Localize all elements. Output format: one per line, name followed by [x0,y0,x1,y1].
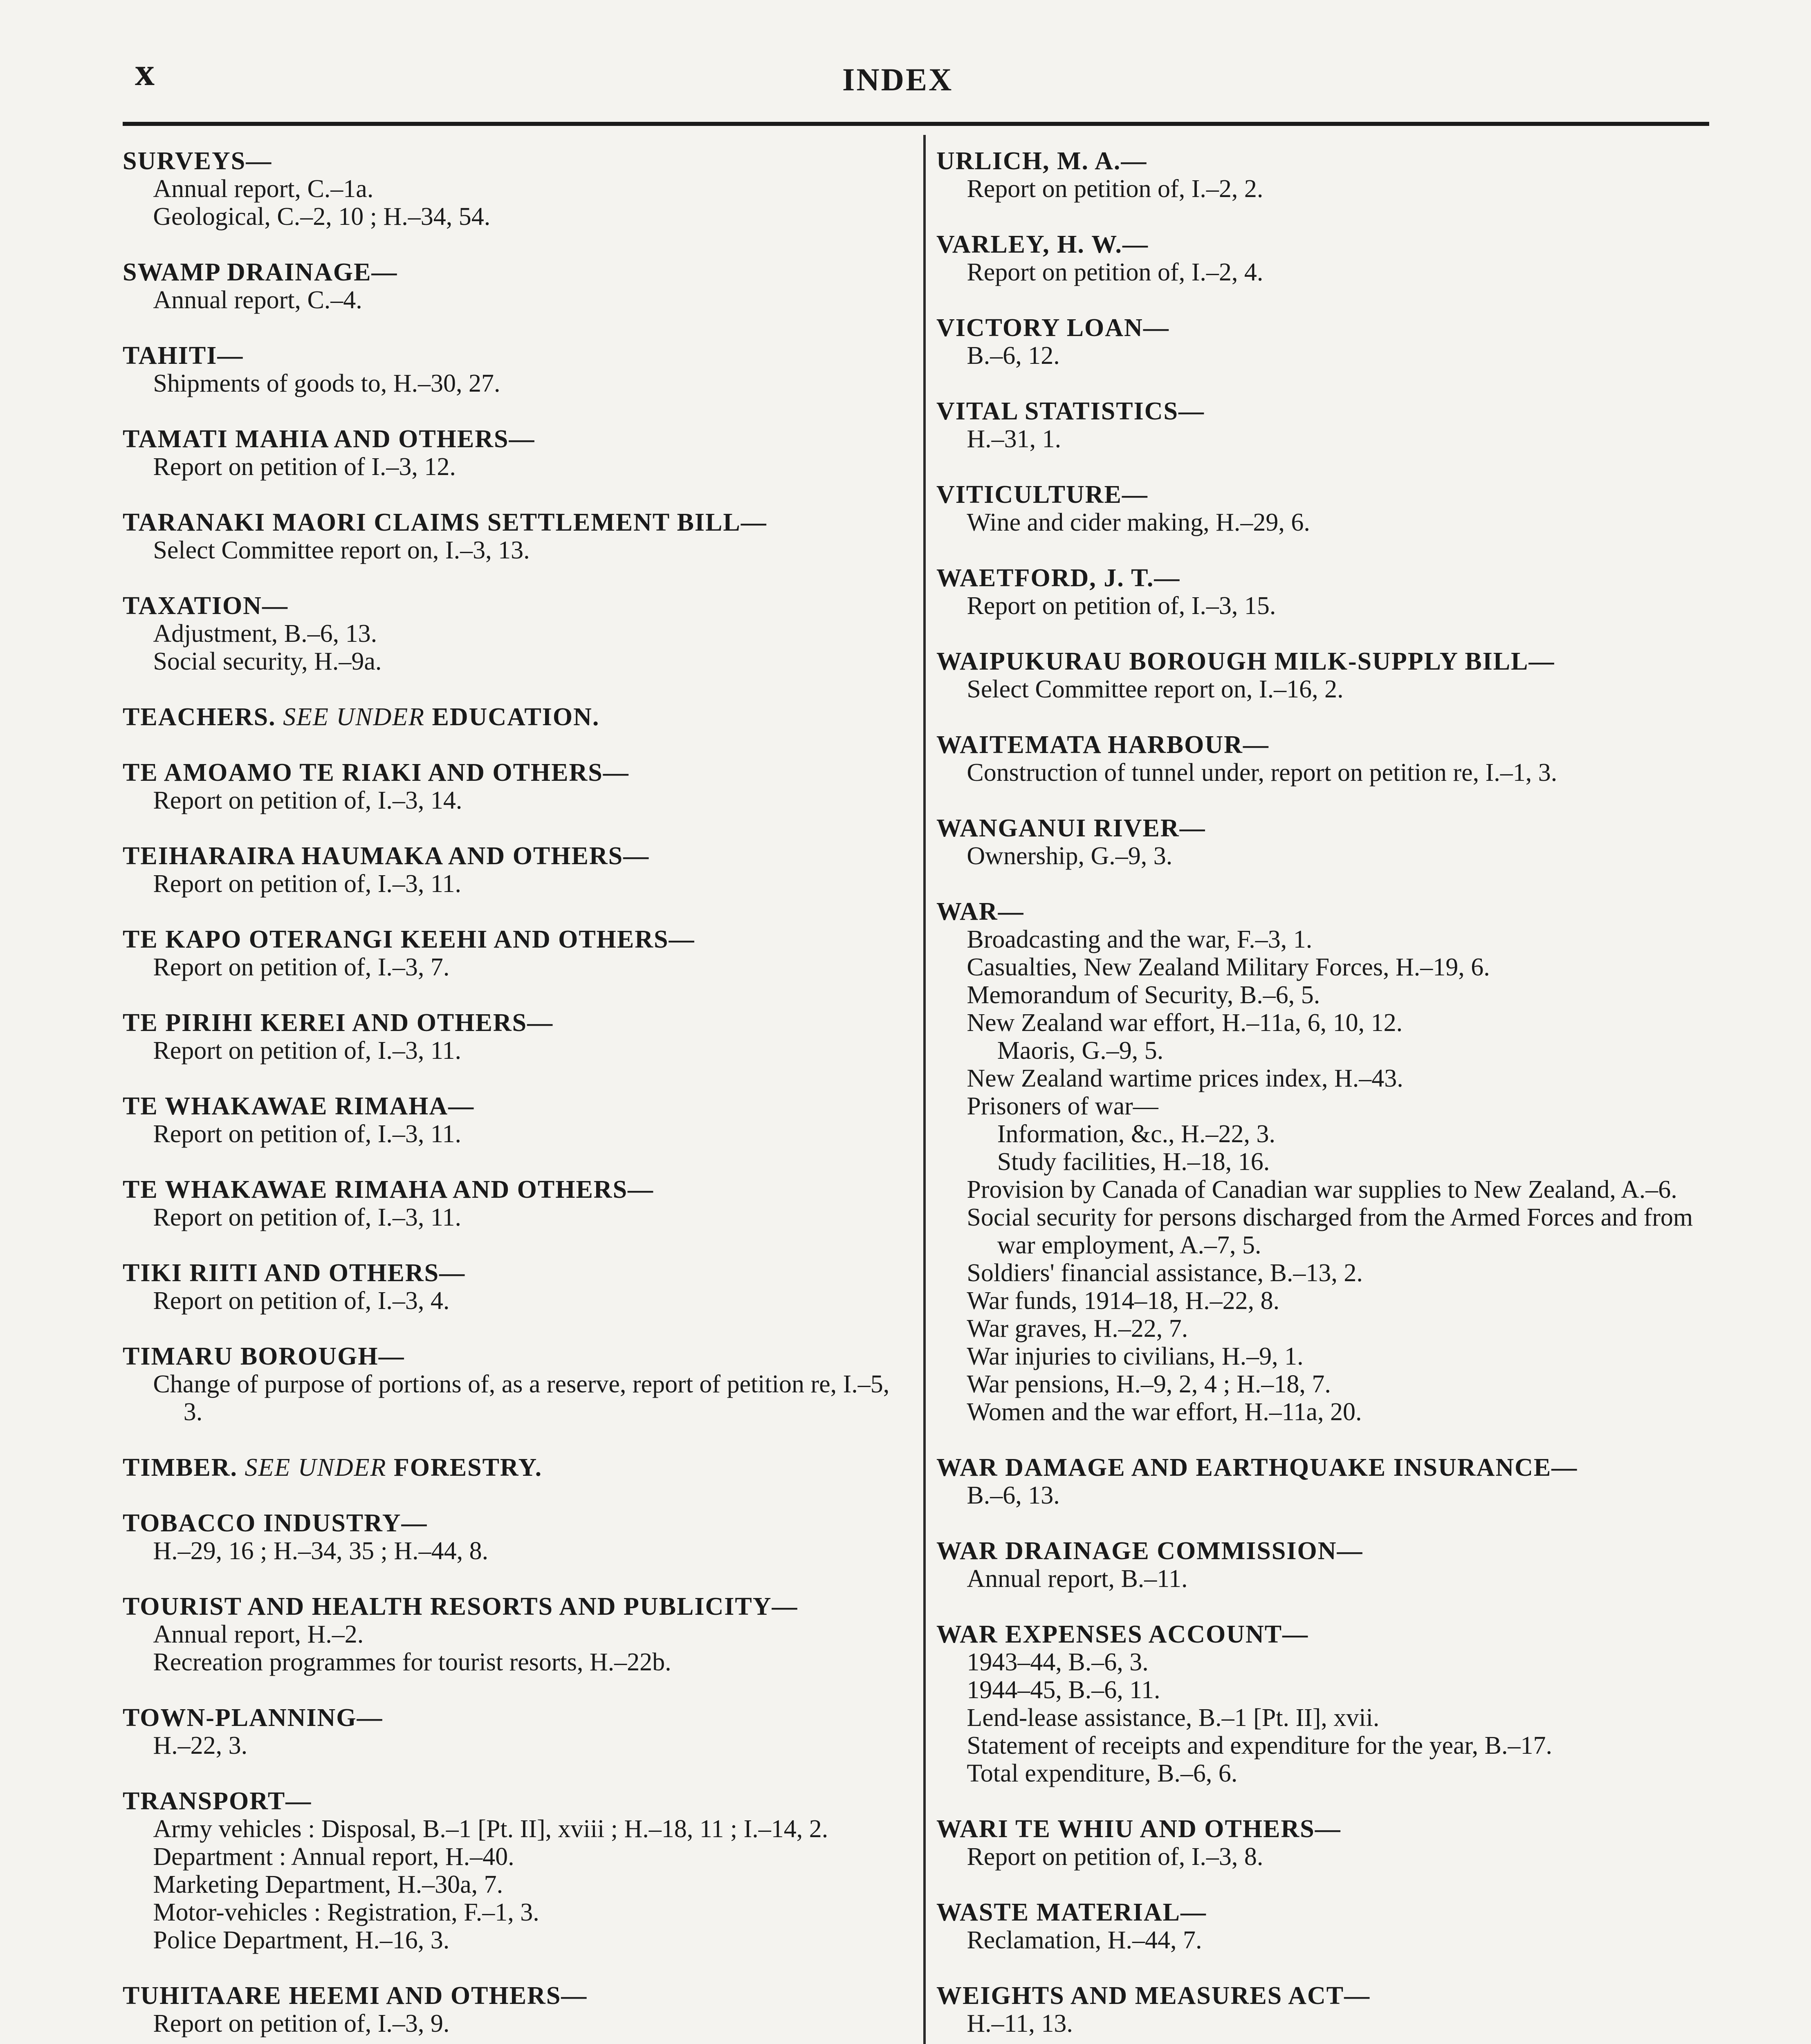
index-entry [123,342,908,397]
entry-heading-text: TE AMOAMO TE RIAKI AND OTHERS— [123,759,629,787]
entry-heading-text: WAR DRAINAGE COMMISSION— [936,1537,1363,1565]
entry-heading-text: TOBACCO INDUSTRY— [123,1509,428,1537]
entry-heading [123,1509,908,1537]
index-entry [123,703,908,731]
entry-heading-text: TAHITI— [123,342,244,370]
entry-subitem: Report on petition of, I.–3, 9. [153,2010,450,2037]
entry-subitem: Adjustment, B.–6, 13. [153,620,377,648]
entry-subitem: Report on petition of, I.–3, 14. [153,787,462,814]
entry-heading-text: WASTE MATERIAL— [936,1898,1207,1926]
entry-heading [123,509,908,536]
entry-heading-text: WANGANUI RIVER— [936,814,1206,842]
index-entry [936,648,1721,703]
see-under-target: EDUCATION. [432,703,600,731]
entry-heading [123,342,908,370]
entry-heading [123,258,908,286]
entry-subitem: Social security, H.–9a. [153,648,382,675]
entry-subitem: Recreation programmes for tourist resorts, H.–22b. [153,1648,671,1676]
entry-heading-text: VITAL STATISTICS— [936,397,1205,425]
entry-subitem: Social security for persons discharged from the Armed Forces and from war employment, A.–7, 5. [967,1204,1693,1259]
index-entry [123,509,908,564]
see-under-label: SEE UNDER [283,703,425,731]
entry-heading [936,481,1721,509]
entry-heading-text: TE WHAKAWAE RIMAHA AND OTHERS— [123,1176,654,1204]
entry-heading-text: TE WHAKAWAE RIMAHA— [123,1092,475,1120]
entry-heading-text: WAR— [936,898,1024,926]
index-entry [123,1593,908,1676]
entry-heading [123,759,908,787]
see-under-label: SEE UNDER [245,1454,387,1481]
index-entry [123,1259,908,1315]
entry-subitem: Reclamation, H.–44, 7. [967,1926,1202,1954]
index-entry [936,481,1721,536]
entry-heading-text: SURVEYS— [123,147,272,175]
column-divider [923,135,926,2044]
entry-subitem: Report on petition of, I.–3, 4. [153,1287,450,1315]
index-entry [936,898,1721,1426]
entry-heading [936,814,1721,842]
entry-heading [123,1176,908,1204]
entry-heading [123,1704,908,1732]
index-column-left [123,147,908,2044]
index-entry [123,592,908,675]
entry-subitem: Change of purpose of portions of, as a reserve, report of petition re, I.–5, 3. [153,1370,890,1426]
entry-heading [123,592,908,620]
index-entry [123,1454,908,1481]
index-entry [936,564,1721,620]
entry-heading-text: VICTORY LOAN— [936,314,1169,342]
entry-subitem: Report on petition of, I.–3, 7. [153,953,450,981]
entry-subitem: Army vehicles : Disposal, B.–1 [Pt. II], xviii ; H.–18, 11 ; I.–14, 2. [153,1815,828,1843]
entry-subitem: Annual report, H.–2. [153,1620,364,1648]
entry-subitem: Soldiers' financial assistance, B.–13, 2. [967,1259,1363,1287]
header-rule [123,122,1709,126]
index-entry [123,425,908,481]
entry-heading-text: TIKI RIITI AND OTHERS— [123,1259,466,1287]
index-entry [123,759,908,814]
entry-subitem: War injuries to civilians, H.–9, 1. [967,1342,1304,1370]
entry-heading [123,1342,908,1370]
entry-subitem: Motor-vehicles : Registration, F.–1, 3. [153,1898,539,1926]
entry-subitem: Memorandum of Security, B.–6, 5. [967,981,1320,1009]
entry-heading [123,1982,908,2010]
index-entry [936,1454,1721,1509]
entry-subitem: Wine and cider making, H.–29, 6. [967,509,1310,536]
entry-subitem: Maoris, G.–9, 5. [997,1037,1164,1065]
index-entry [123,1342,908,1426]
entry-heading [123,1454,908,1481]
index-entry [936,1898,1721,1954]
entry-heading [936,314,1721,342]
page-number: x [135,50,155,94]
entry-heading [936,648,1721,675]
entry-heading [123,147,908,175]
entry-subitem: Construction of tunnel under, report on petition re, I.–1, 3. [967,759,1557,787]
entry-subitem: Report on petition of I.–3, 12. [153,453,456,481]
index-entry [936,231,1721,286]
entry-subitem: Police Department, H.–16, 3. [153,1926,450,1954]
entry-heading [123,1259,908,1287]
entry-heading [936,1620,1721,1648]
entry-subitem: Select Committee report on, I.–16, 2. [967,675,1344,703]
entry-subitem: Annual report, C.–4. [153,286,362,314]
entry-heading-text: VITICULTURE— [936,481,1148,509]
entry-subitem: Select Committee report on, I.–3, 13. [153,536,530,564]
index-entry [936,1620,1721,1787]
index-entry [123,926,908,981]
entry-heading-text: WEIGHTS AND MEASURES ACT— [936,1982,1371,2010]
entry-heading [123,842,908,870]
entry-heading-text: TAMATI MAHIA AND OTHERS— [123,425,535,453]
entry-subitem: Report on petition of, I.–3, 11. [153,1120,462,1148]
entry-heading [123,1787,908,1815]
index-entry [123,842,908,898]
index-entry [123,1009,908,1065]
entry-subitem: B.–6, 13. [967,1481,1060,1509]
entry-heading [936,231,1721,258]
entry-subitem: Provision by Canada of Canadian war supplies to New Zealand, A.–6. [967,1176,1677,1204]
entry-subitem: Report on petition of, I.–2, 2. [967,175,1263,203]
index-entry [936,731,1721,787]
entry-heading [936,731,1721,759]
entry-subitem: Report on petition of, I.–3, 11. [153,870,462,898]
entry-subitem: Ownership, G.–9, 3. [967,842,1173,870]
entry-subitem: New Zealand wartime prices index, H.–43. [967,1065,1403,1092]
entry-heading-text: TIMBER. [123,1454,238,1481]
entry-heading [936,898,1721,926]
entry-subitem: Lend-lease assistance, B.–1 [Pt. II], xvii. [967,1704,1380,1732]
entry-heading-text: TE PIRIHI KEREI AND OTHERS— [123,1009,554,1037]
index-entry [123,1176,908,1231]
entry-heading [936,397,1721,425]
entry-subitem: 1944–45, B.–6, 11. [967,1676,1160,1704]
entry-subitem: Total expenditure, B.–6, 6. [967,1759,1238,1787]
entry-subitem: Prisoners of war— [967,1092,1158,1120]
entry-heading [936,1982,1721,2010]
entry-subitem: Broadcasting and the war, F.–3, 1. [967,926,1313,953]
entry-subitem: Women and the war effort, H.–11a, 20. [967,1398,1362,1426]
entry-subitem: Annual report, B.–11. [967,1565,1188,1593]
entry-subitem: 1943–44, B.–6, 3. [967,1648,1149,1676]
entry-subitem: Report on petition of, I.–3, 8. [967,1843,1263,1871]
index-entry [123,1982,908,2037]
entry-heading-text: WAETFORD, J. T.— [936,564,1180,592]
index-entry [936,814,1721,870]
entry-heading-text: TEIHARAIRA HAUMAKA AND OTHERS— [123,842,650,870]
entry-heading [936,147,1721,175]
index-entry [936,1537,1721,1593]
entry-subitem: H.–22, 3. [153,1732,248,1759]
entry-heading [123,1009,908,1037]
entry-subitem: H.–29, 16 ; H.–34, 35 ; H.–44, 8. [153,1537,489,1565]
entry-heading-text: TEACHERS. [123,703,276,731]
entry-heading-text: WAITEMATA HARBOUR— [936,731,1269,759]
entry-heading-text: WARI TE WHIU AND OTHERS— [936,1815,1341,1843]
entry-subitem: Study facilities, H.–18, 16. [997,1148,1270,1176]
index-entry [936,1815,1721,1871]
entry-heading-text: URLICH, M. A.— [936,147,1147,175]
entry-subitem: Report on petition of, I.–3, 15. [967,592,1276,620]
index-column-right [936,147,1721,2044]
index-entry [123,1509,908,1565]
entry-heading-text: TE KAPO OTERANGI KEEHI AND OTHERS— [123,926,695,953]
entry-subitem: Marketing Department, H.–30a, 7. [153,1871,503,1898]
entry-heading-text: SWAMP DRAINAGE— [123,258,398,286]
see-under-target: FORESTRY. [393,1454,543,1481]
entry-heading [123,425,908,453]
index-entry [123,258,908,314]
entry-heading-text: TARANAKI MAORI CLAIMS SETTLEMENT BILL— [123,509,767,536]
entry-subitem: Report on petition of, I.–3, 11. [153,1037,462,1065]
index-entry [123,147,908,231]
entry-subitem: Shipments of goods to, H.–30, 27. [153,370,500,397]
index-entry [936,147,1721,203]
entry-heading-text: TRANSPORT— [123,1787,312,1815]
entry-subitem: Geological, C.–2, 10 ; H.–34, 54. [153,203,491,231]
entry-heading-text: WAIPUKURAU BOROUGH MILK-SUPPLY BILL— [936,648,1555,675]
entry-subitem: New Zealand war effort, H.–11a, 6, 10, 12. [967,1009,1403,1037]
entry-heading-text: TAXATION— [123,592,288,620]
entry-subitem: Report on petition of, I.–3, 11. [153,1204,462,1231]
index-entry [936,314,1721,370]
entry-subitem: Report on petition of, I.–2, 4. [967,258,1263,286]
entry-heading-text: TIMARU BOROUGH— [123,1342,405,1370]
entry-subitem: Statement of receipts and expenditure for the year, B.–17. [967,1732,1553,1759]
entry-heading-text: WAR EXPENSES ACCOUNT— [936,1620,1309,1648]
index-entry [936,1982,1721,2037]
running-head: INDEX [842,62,954,97]
entry-subitem: Department : Annual report, H.–40. [153,1843,514,1871]
entry-heading-text: TOURIST AND HEALTH RESORTS AND PUBLICITY— [123,1593,798,1620]
entry-subitem: Annual report, C.–1a. [153,175,374,203]
entry-heading-text: VARLEY, H. W.— [936,231,1149,258]
entry-heading [123,1092,908,1120]
index-entry [123,1092,908,1148]
entry-heading [123,703,908,731]
entry-subitem: B.–6, 12. [967,342,1060,370]
entry-heading [936,564,1721,592]
entry-heading-text: TUHITAARE HEEMI AND OTHERS— [123,1982,588,2010]
entry-heading [123,926,908,953]
index-entry [123,1787,908,1954]
entry-subitem: War pensions, H.–9, 2, 4 ; H.–18, 7. [967,1370,1331,1398]
entry-heading [936,1537,1721,1565]
entry-subitem: H.–31, 1. [967,425,1061,453]
entry-subitem: H.–11, 13. [967,2010,1073,2037]
index-entry [123,1704,908,1759]
entry-heading [123,1593,908,1620]
entry-heading [936,1898,1721,1926]
entry-heading [936,1454,1721,1481]
entry-heading [936,1815,1721,1843]
entry-subitem: Casualties, New Zealand Military Forces, H.–19, 6. [967,953,1490,981]
entry-heading-text: TOWN-PLANNING— [123,1704,383,1732]
entry-subitem: War funds, 1914–18, H.–22, 8. [967,1287,1280,1315]
index-entry [936,397,1721,453]
entry-subitem: Information, &c., H.–22, 3. [997,1120,1275,1148]
entry-heading-text: WAR DAMAGE AND EARTHQUAKE INSURANCE— [936,1454,1578,1481]
entry-subitem: War graves, H.–22, 7. [967,1315,1188,1342]
